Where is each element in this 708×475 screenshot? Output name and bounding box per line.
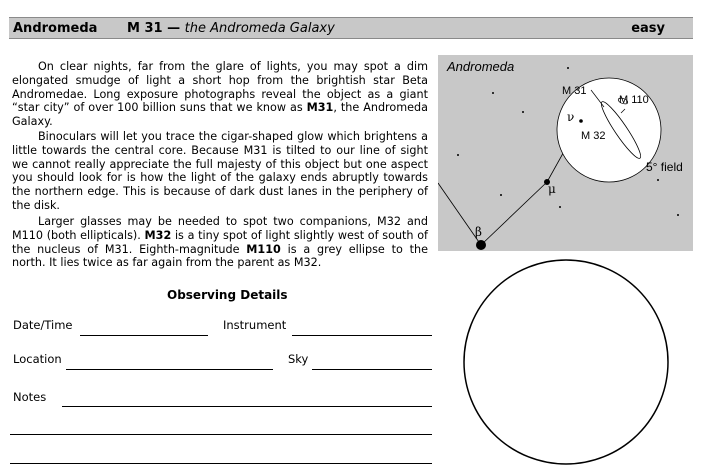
description-paragraph-3 bbox=[12, 215, 428, 270]
finder-chart bbox=[438, 55, 693, 251]
observing-details-title: Observing Details bbox=[167, 288, 288, 302]
sky-field[interactable] bbox=[312, 369, 432, 370]
beta-label: β bbox=[475, 225, 482, 239]
catalog-id: M 31 — bbox=[127, 21, 181, 36]
sketch-area-circle[interactable] bbox=[464, 260, 668, 464]
beta-star-dot bbox=[476, 240, 486, 250]
notes-line-3[interactable] bbox=[10, 463, 432, 464]
m32-label: M 32 bbox=[581, 130, 606, 142]
background-star bbox=[559, 206, 561, 208]
object-name: Andromeda bbox=[13, 21, 98, 36]
location-label: Location bbox=[13, 352, 62, 366]
sketch-circle[interactable] bbox=[455, 258, 677, 466]
p1-text-c: , the Andromeda Galaxy. bbox=[12, 101, 428, 129]
background-star bbox=[567, 67, 569, 69]
field-size-label: 5° field bbox=[646, 160, 683, 174]
common-name: the Andromeda Galaxy bbox=[184, 21, 335, 36]
m110-label: M 110 bbox=[619, 94, 649, 106]
mu-label: μ bbox=[548, 182, 556, 196]
object-designation bbox=[127, 21, 335, 36]
background-star bbox=[500, 194, 502, 196]
location-field[interactable] bbox=[66, 369, 273, 370]
p3-bold-m32: M32 bbox=[144, 228, 172, 242]
background-star bbox=[657, 179, 659, 181]
difficulty-rating: easy bbox=[631, 21, 665, 36]
background-star bbox=[677, 214, 679, 216]
p3-bold-m110: M110 bbox=[246, 242, 281, 256]
instrument-label: Instrument bbox=[223, 318, 287, 332]
p1-bold-m31: M31 bbox=[306, 101, 334, 115]
nu-label: ν bbox=[567, 110, 575, 124]
instrument-field[interactable] bbox=[292, 335, 432, 336]
m31-label: M 31 bbox=[562, 85, 587, 97]
description-paragraph-2 bbox=[12, 130, 428, 213]
p3-text-e: is a grey ellipse to the north. It lies twice as far again from the parent as M32. bbox=[12, 242, 428, 270]
background-star bbox=[457, 154, 459, 156]
date-time-field[interactable] bbox=[80, 335, 208, 336]
finder-chart-svg bbox=[438, 55, 693, 251]
background-star bbox=[522, 111, 524, 113]
page-header bbox=[9, 17, 693, 39]
p2-text: Binoculars will let you trace the cigar-shaped glow which brightens a little towards the central core. Because M31 is tilted to our line of sight we cannot really appreciate the full majesty of this object but one aspect you should look for is how the light of the galaxy ends abruptly towards the northern edge. This is because of dark dust lanes in the periphery of the disk. bbox=[12, 130, 428, 212]
p1-text-a: On clear nights, far from the glare of lights, you may spot a dim elongated smudge of light a short hop from the brightish star Beta Andromedae. Long exposure photographs reveal the object as a giant “star city” of over 100 billion suns that we know as bbox=[12, 60, 428, 115]
star-hop-line-1 bbox=[481, 182, 547, 245]
finder-chart-title: Andromeda bbox=[447, 59, 515, 74]
notes-label: Notes bbox=[13, 390, 47, 404]
sky-label: Sky bbox=[288, 352, 309, 366]
p3-text-a: Larger glasses may be needed to spot two companions, M32 and M110 (both ellipticals). bbox=[12, 215, 428, 242]
notes-line-1[interactable] bbox=[62, 406, 432, 407]
notes-line-2[interactable] bbox=[10, 434, 432, 435]
background-star bbox=[492, 92, 494, 94]
p3-text-c: is a tiny spot of light slightly west of south of the nucleus of M31. Eighth-magnitude bbox=[12, 228, 428, 256]
date-time-label: Date/Time bbox=[13, 318, 73, 332]
description-paragraph-1 bbox=[12, 60, 428, 129]
nu-star-dot bbox=[579, 119, 583, 123]
